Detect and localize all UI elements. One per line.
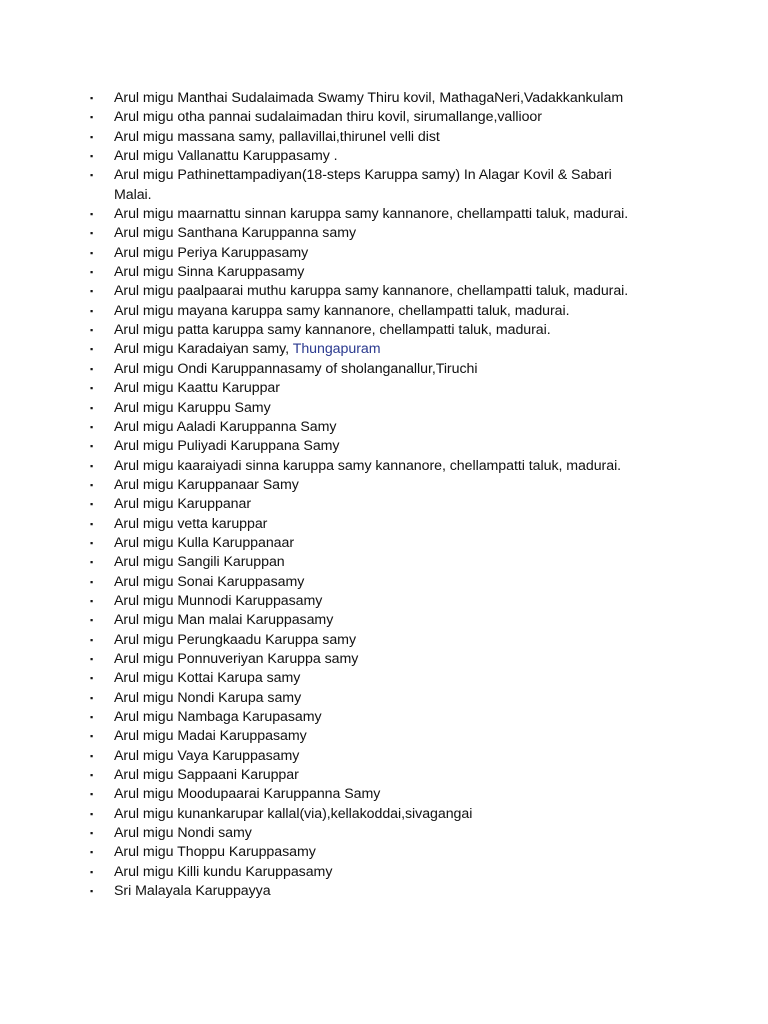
list-item-text: Arul migu Man malai Karuppasamy: [114, 612, 334, 629]
bullet-icon: ▪: [90, 112, 94, 123]
list-item: [88, 843, 688, 862]
bullet-icon: ▪: [90, 866, 94, 877]
list-item-text: Arul migu Karuppanar: [114, 496, 252, 513]
list-item-text: Arul migu Kottai Karupa samy: [114, 670, 301, 687]
list-item-text: Arul migu Nambaga Karupasamy: [114, 709, 322, 725]
list-item-text: Arul migu Ponnuveriyan Karuppa samy: [114, 650, 359, 667]
list-item: [88, 747, 688, 766]
bullet-icon: ▪: [90, 325, 94, 336]
list-item-text: Arul migu Sappaani Karuppar: [114, 767, 299, 784]
list-item: [88, 89, 688, 108]
list-item-text: Arul migu patta karuppa samy kannanore, chellampatti taluk, madurai.: [114, 322, 551, 339]
bullet-icon: ▪: [90, 615, 94, 626]
list-item: [88, 263, 688, 282]
bullet-icon: ▪: [90, 847, 94, 858]
list-item-text: Arul migu Perungkaadu Karuppa samy: [114, 631, 356, 648]
list-item-text: Arul migu kunankarupar kallal(via),kellakoddai,sivagangai: [114, 805, 473, 822]
bullet-icon: ▪: [90, 209, 94, 220]
list-item: [88, 824, 688, 843]
bullet-icon: ▪: [90, 557, 94, 568]
list-item-text: Arul migu Moodupaarai Karuppanna Samy: [114, 786, 381, 803]
location-link[interactable]: Thungapuram: [292, 341, 381, 358]
bullet-icon: ▪: [90, 383, 94, 394]
list-item-text: Arul migu kaaraiyadi sinna karuppa samy kannanore, chellampatti taluk, madurai.: [114, 457, 622, 474]
bullet-icon: ▪: [90, 363, 94, 374]
list-item-text: Arul migu Aaladi Karuppanna Samy: [114, 418, 337, 435]
list-item-text: Arul migu Nondi Karupa samy: [114, 689, 302, 706]
list-item: [88, 360, 688, 379]
list-item-text: Arul migu Karuppu Samy: [114, 399, 271, 416]
list-item-text: Arul migu Santhana Karuppanna samy: [114, 225, 357, 242]
list-item: [88, 224, 688, 243]
list-item: [88, 553, 688, 572]
list-item-text: Arul migu massana samy, pallavillai,thirunel velli dist: [114, 128, 440, 145]
bullet-icon: ▪: [90, 305, 94, 316]
list-item-continuation: Malai.: [114, 186, 152, 203]
list-item-text: Arul migu Kulla Karuppanaar: [114, 534, 295, 551]
list-item-text: Arul migu Puliyadi Karuppana Samy: [114, 438, 340, 455]
list-item: [88, 727, 688, 746]
list-item: [88, 573, 688, 592]
list-item: [88, 244, 688, 263]
list-item: [88, 457, 688, 476]
list-item: [88, 321, 688, 340]
list-item-text: Arul migu mayana karuppa samy kannanore, chellampatti taluk, madurai.: [114, 302, 570, 319]
list-item: [88, 592, 688, 611]
list-item: [88, 631, 688, 650]
list-item-text: Arul migu paalpaarai muthu karuppa samy kannanore, chellampatti taluk, madurai.: [114, 283, 629, 300]
list-item-text: Arul migu Pathinettampadiyan(18-steps Karuppa samy) In Alagar Kovil & Sabari: [114, 167, 612, 184]
bullet-icon: ▪: [90, 886, 94, 897]
list-item-text: Arul migu Sangili Karuppan: [114, 554, 285, 571]
list-item-text: Arul migu Killi kundu Karuppasamy: [114, 863, 333, 880]
list-item-text: Arul migu Karadaiyan samy,: [114, 341, 293, 358]
list-item: [88, 437, 688, 456]
list-item: [88, 166, 688, 205]
bullet-icon: ▪: [90, 576, 94, 587]
bullet-icon: ▪: [90, 808, 94, 819]
bullet-icon: ▪: [90, 228, 94, 239]
bullet-icon: ▪: [90, 286, 94, 297]
list-item-text: Arul migu Ondi Karuppannasamy of sholanganallur,Tiruchi: [114, 360, 478, 377]
list-item: [88, 515, 688, 534]
list-item: [88, 108, 688, 127]
bullet-icon: ▪: [90, 537, 94, 548]
list-item-text: Arul migu Manthai Sudalaimada Swamy Thiru kovil, MathagaNeri,Vadakkankulam: [114, 90, 624, 106]
bullet-icon: ▪: [90, 344, 94, 355]
list-item: [88, 863, 688, 882]
list-item-text: Arul migu Periya Karuppasamy: [114, 244, 309, 261]
list-item: [88, 766, 688, 785]
bullet-icon: ▪: [90, 421, 94, 432]
list-item: [88, 128, 688, 147]
bullet-icon: ▪: [90, 170, 94, 181]
list-item: [88, 882, 688, 901]
bullet-icon: ▪: [90, 789, 94, 800]
bullet-icon: ▪: [90, 828, 94, 839]
list-item: [88, 785, 688, 804]
list-item-text: Arul migu Vaya Karuppasamy: [114, 747, 300, 764]
bullet-icon: ▪: [90, 131, 94, 142]
bullet-icon: ▪: [90, 499, 94, 510]
list-item-text: Arul migu Sonai Karuppasamy: [114, 573, 305, 590]
bullet-icon: ▪: [90, 402, 94, 413]
list-item: [88, 379, 688, 398]
bullet-icon: ▪: [90, 653, 94, 664]
bullet-icon: ▪: [90, 750, 94, 761]
list-item: [88, 689, 688, 708]
list-item-text: Arul migu Kaattu Karuppar: [114, 380, 280, 397]
list-item: [88, 147, 688, 166]
list-item: [88, 611, 688, 630]
list-item: [88, 669, 688, 688]
bullet-icon: ▪: [90, 151, 94, 162]
bullet-icon: ▪: [90, 247, 94, 258]
list-item-text: Arul migu Karuppanaar Samy: [114, 476, 299, 493]
bullet-icon: ▪: [90, 595, 94, 606]
list-item: [88, 708, 688, 727]
list-item-text: Arul migu otha pannai sudalaimadan thiru kovil, sirumallange,vallioor: [114, 109, 542, 126]
list-item: [88, 282, 688, 301]
list-item-text: Arul migu Munnodi Karuppasamy: [114, 592, 323, 609]
list-item: [88, 476, 688, 495]
bullet-icon: ▪: [90, 634, 94, 645]
list-item: [88, 418, 688, 437]
list-item: [88, 534, 688, 553]
bullet-icon: ▪: [90, 267, 94, 278]
list-item: [88, 805, 688, 824]
list-item: [88, 340, 688, 359]
bullet-icon: ▪: [90, 712, 94, 722]
bullet-icon: ▪: [90, 441, 94, 452]
bullet-list: [88, 89, 688, 901]
list-item-text: Arul migu Vallanattu Karuppasamy .: [114, 148, 338, 165]
list-item: [88, 495, 688, 514]
list-item-text: Arul migu Thoppu Karuppasamy: [114, 844, 316, 861]
bullet-icon: ▪: [90, 460, 94, 471]
bullet-icon: ▪: [90, 692, 94, 703]
list-item-text: Arul migu Sinna Karuppasamy: [114, 264, 305, 281]
list-item-text: Arul migu Madai Karuppasamy: [114, 728, 307, 745]
bullet-icon: ▪: [90, 479, 94, 490]
list-item-text: Arul migu maarnattu sinnan karuppa samy kannanore, chellampatti taluk, madurai.: [114, 206, 629, 223]
list-item-text: Sri Malayala Karuppayya: [114, 883, 271, 900]
list-item: [88, 650, 688, 669]
bullet-icon: ▪: [90, 673, 94, 684]
bullet-icon: ▪: [90, 518, 94, 529]
list-item-text: Arul migu vetta karuppar: [114, 515, 268, 532]
bullet-icon: ▪: [90, 731, 94, 742]
list-item: [88, 302, 688, 321]
bullet-icon: ▪: [90, 93, 94, 103]
bullet-icon: ▪: [90, 770, 94, 781]
list-item: [88, 205, 688, 224]
list-item-text: Arul migu Nondi samy: [114, 825, 252, 842]
list-item: [88, 399, 688, 418]
